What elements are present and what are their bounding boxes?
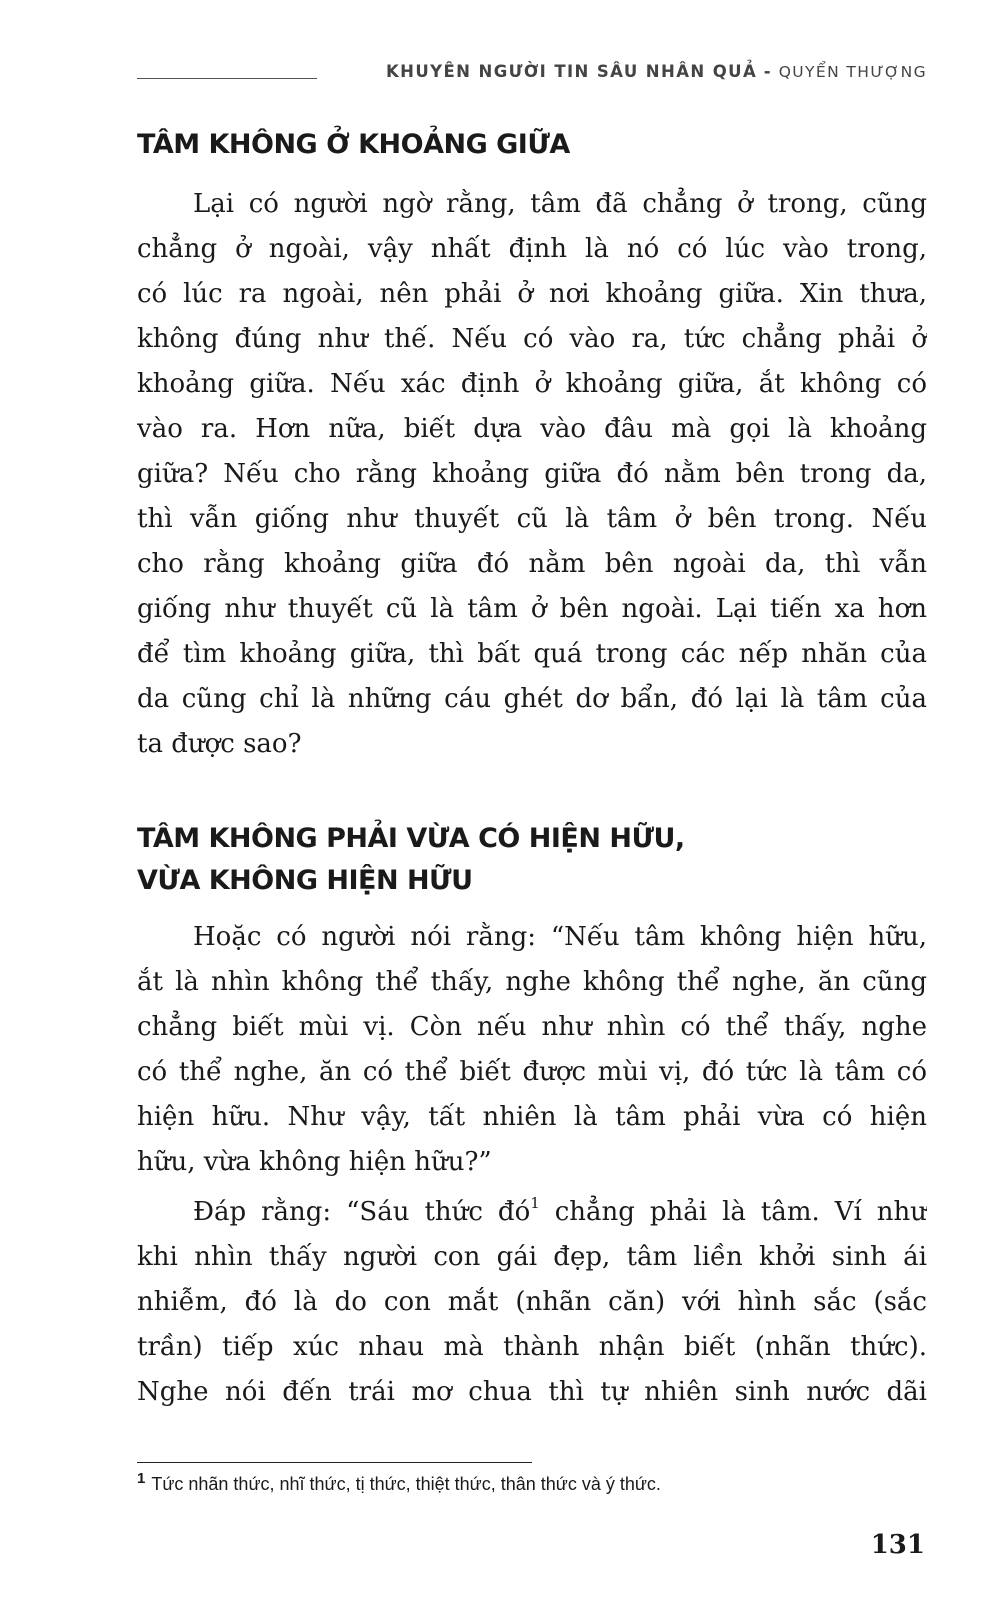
header-rule bbox=[137, 78, 317, 79]
text-line: hiện hữu. Như vậy, tất nhiên là tâm phải vừa có hiện bbox=[137, 1102, 927, 1132]
footnote-reference[interactable]: 1 bbox=[530, 1194, 540, 1212]
section-heading-line: VỪA KHÔNG HIỆN HỮU bbox=[137, 865, 473, 896]
text-line: không đúng như thế. Nếu có vào ra, tức chẳng phải ở bbox=[137, 324, 927, 354]
text-line: cho rằng khoảng giữa đó nằm bên ngoài da, thì vẫn bbox=[137, 549, 927, 579]
text-line: vào ra. Hơn nữa, biết dựa vào đâu mà gọi là khoảng bbox=[137, 414, 927, 444]
page-number: 131 bbox=[870, 1530, 925, 1560]
book-title: KHUYÊN NGƯỜI TIN SÂU NHÂN QUẢ bbox=[385, 62, 758, 81]
text-fragment: chẳng phải là tâm. Ví như bbox=[539, 1197, 927, 1227]
text-line: ắt là nhìn không thể thấy, nghe không thể nghe, ăn cũng bbox=[137, 967, 927, 997]
paragraph bbox=[137, 182, 927, 767]
paragraph bbox=[137, 915, 927, 1185]
footnote-rule bbox=[137, 1462, 532, 1463]
footnote-number: 1 bbox=[137, 1470, 146, 1487]
text-line: thì vẫn giống như thuyết cũ là tâm ở bên trong. Nếu bbox=[137, 504, 927, 534]
volume-title: QUYỂN THƯỢNG bbox=[778, 63, 927, 81]
text-line: khi nhìn thấy người con gái đẹp, tâm liền khởi sinh ái bbox=[137, 1242, 927, 1272]
text-fragment: Đáp rằng: “Sáu thức đó bbox=[193, 1197, 531, 1227]
section-heading bbox=[137, 124, 927, 166]
text-line: Lại có người ngờ rằng, tâm đã chẳng ở trong, cũng bbox=[193, 189, 927, 219]
text-line: giống như thuyết cũ là tâm ở bên ngoài. Lại tiến xa hơn bbox=[137, 594, 927, 624]
text-line: để tìm khoảng giữa, thì bất quá trong các nếp nhăn của bbox=[137, 639, 927, 669]
footnote bbox=[137, 1470, 927, 1495]
section-heading bbox=[137, 818, 927, 902]
paragraph bbox=[137, 1190, 927, 1415]
text-line: khoảng giữa. Nếu xác định ở khoảng giữa, ắt không có bbox=[137, 369, 927, 399]
text-line: Hoặc có người nói rằng: “Nếu tâm không hiện hữu, bbox=[193, 922, 927, 952]
text-line: nhiễm, đó là do con mắt (nhãn căn) với hình sắc (sắc bbox=[137, 1287, 927, 1317]
text-line: hữu, vừa không hiện hữu?” bbox=[137, 1147, 492, 1177]
text-line: có lúc ra ngoài, nên phải ở nơi khoảng giữa. Xin thưa, bbox=[137, 279, 927, 309]
text-line: trần) tiếp xúc nhau mà thành nhận biết (nhãn thức). bbox=[137, 1332, 927, 1362]
header-text bbox=[386, 62, 927, 81]
header-separator: - bbox=[763, 62, 773, 81]
text-line: chẳng biết mùi vị. Còn nếu như nhìn có thể thấy, nghe bbox=[137, 1012, 927, 1042]
text-line: ta được sao? bbox=[137, 729, 302, 759]
text-line bbox=[137, 1190, 927, 1235]
footnote-text: Tức nhãn thức, nhĩ thức, tị thức, thiệt thức, thân thức và ý thức. bbox=[151, 1474, 661, 1494]
text-line: da cũng chỉ là những cáu ghét dơ bẩn, đó lại là tâm của bbox=[137, 684, 927, 714]
text-line: chẳng ở ngoài, vậy nhất định là nó có lúc vào trong, bbox=[137, 234, 927, 264]
running-header bbox=[137, 60, 927, 90]
text-line: giữa? Nếu cho rằng khoảng giữa đó nằm bên trong da, bbox=[137, 459, 927, 489]
text-line: có thể nghe, ăn có thể biết được mùi vị, đó tức là tâm có bbox=[137, 1057, 927, 1087]
text-line: Nghe nói đến trái mơ chua thì tự nhiên sinh nước dãi bbox=[137, 1377, 927, 1407]
section-heading-text: TÂM KHÔNG Ở KHOẢNG GIỮA bbox=[137, 129, 570, 160]
section-heading-line: TÂM KHÔNG PHẢI VỪA CÓ HIỆN HỮU, bbox=[137, 823, 685, 854]
